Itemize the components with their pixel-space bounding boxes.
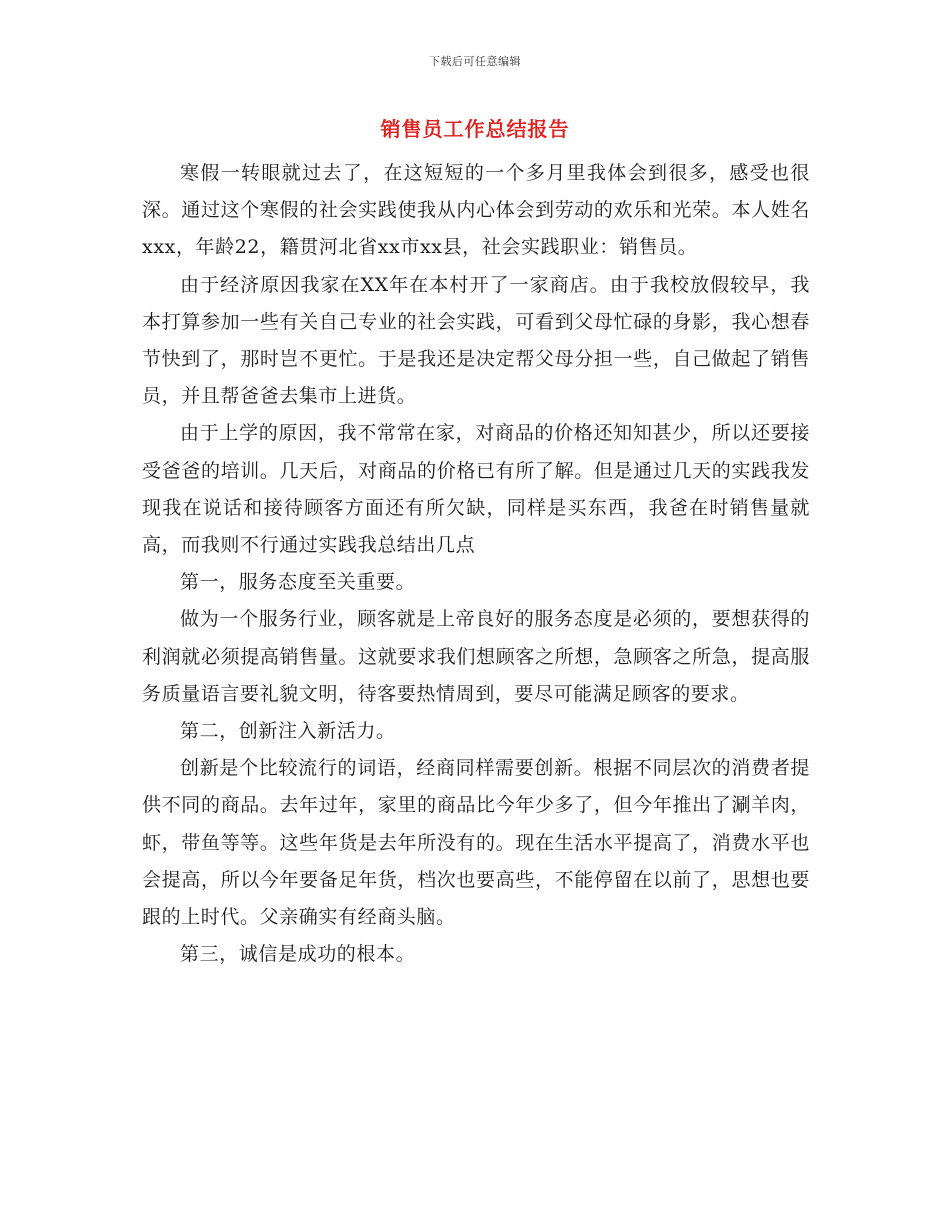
paragraph-background: 由于经济原因我家在XX年在本村开了一家商店。由于我校放假较早，我本打算参加一些有关自己专业的社会实践，可看到父母忙碌的身影，我心想春节快到了，那时岂不更忙。于是我还是决定帮父母分担一些，自己做起了销售员，并且帮爸爸去集市上进货。 <box>142 273 810 408</box>
paragraph-point-two-heading: 第二，创新注入新活力。 <box>180 720 396 743</box>
paragraph-intro: 寒假一转眼就过去了，在这短短的一个多月里我体会到很多，感受也很深。通过这个寒假的社会实践使我从内心体会到劳动的欢乐和光荣。本人姓名xxx，年龄22，籍贯河北省xx市xx县，社会实践职业：销售员。 <box>142 162 810 259</box>
document-body <box>142 155 810 973</box>
paragraph-point-one-heading: 第一，服务态度至关重要。 <box>180 571 416 594</box>
paragraph-training: 由于上学的原因，我不常常在家，对商品的价格还知知甚少，所以还要接受爸爸的培训。几天后，对商品的价格已有所了解。但是通过几天的实践我发现我在说话和接待顾客方面还有所欠缺，同样是买东西，我爸在时销售量就高，而我则不行通过实践我总结出几点 <box>142 422 810 557</box>
paragraph-point-three-heading: 第三，诚信是成功的根本。 <box>180 943 416 966</box>
header-note: 下载后可任意编辑 <box>429 55 521 68</box>
document-title: 销售员工作总结报告 <box>380 117 570 141</box>
paragraph-point-one-body: 做为一个服务行业，顾客就是上帝良好的服务态度是必须的，要想获得的利润就必须提高销售量。这就要求我们想顾客之所想，急顾客之所急，提高服务质量语言要礼貌文明，待客要热情周到，要尽可能满足顾客的要求。 <box>142 608 810 705</box>
paragraph-point-two-body: 创新是个比较流行的词语，经商同样需要创新。根据不同层次的消费者提供不同的商品。去年过年，家里的商品比今年少多了，但今年推出了涮羊肉，虾，带鱼等等。这些年货是去年所没有的。现在生活水平提高了，消费水平也会提高，所以今年要备足年货，档次也要高些，不能停留在以前了，思想也要跟的上时代。父亲确实有经商头脑。 <box>142 757 810 929</box>
